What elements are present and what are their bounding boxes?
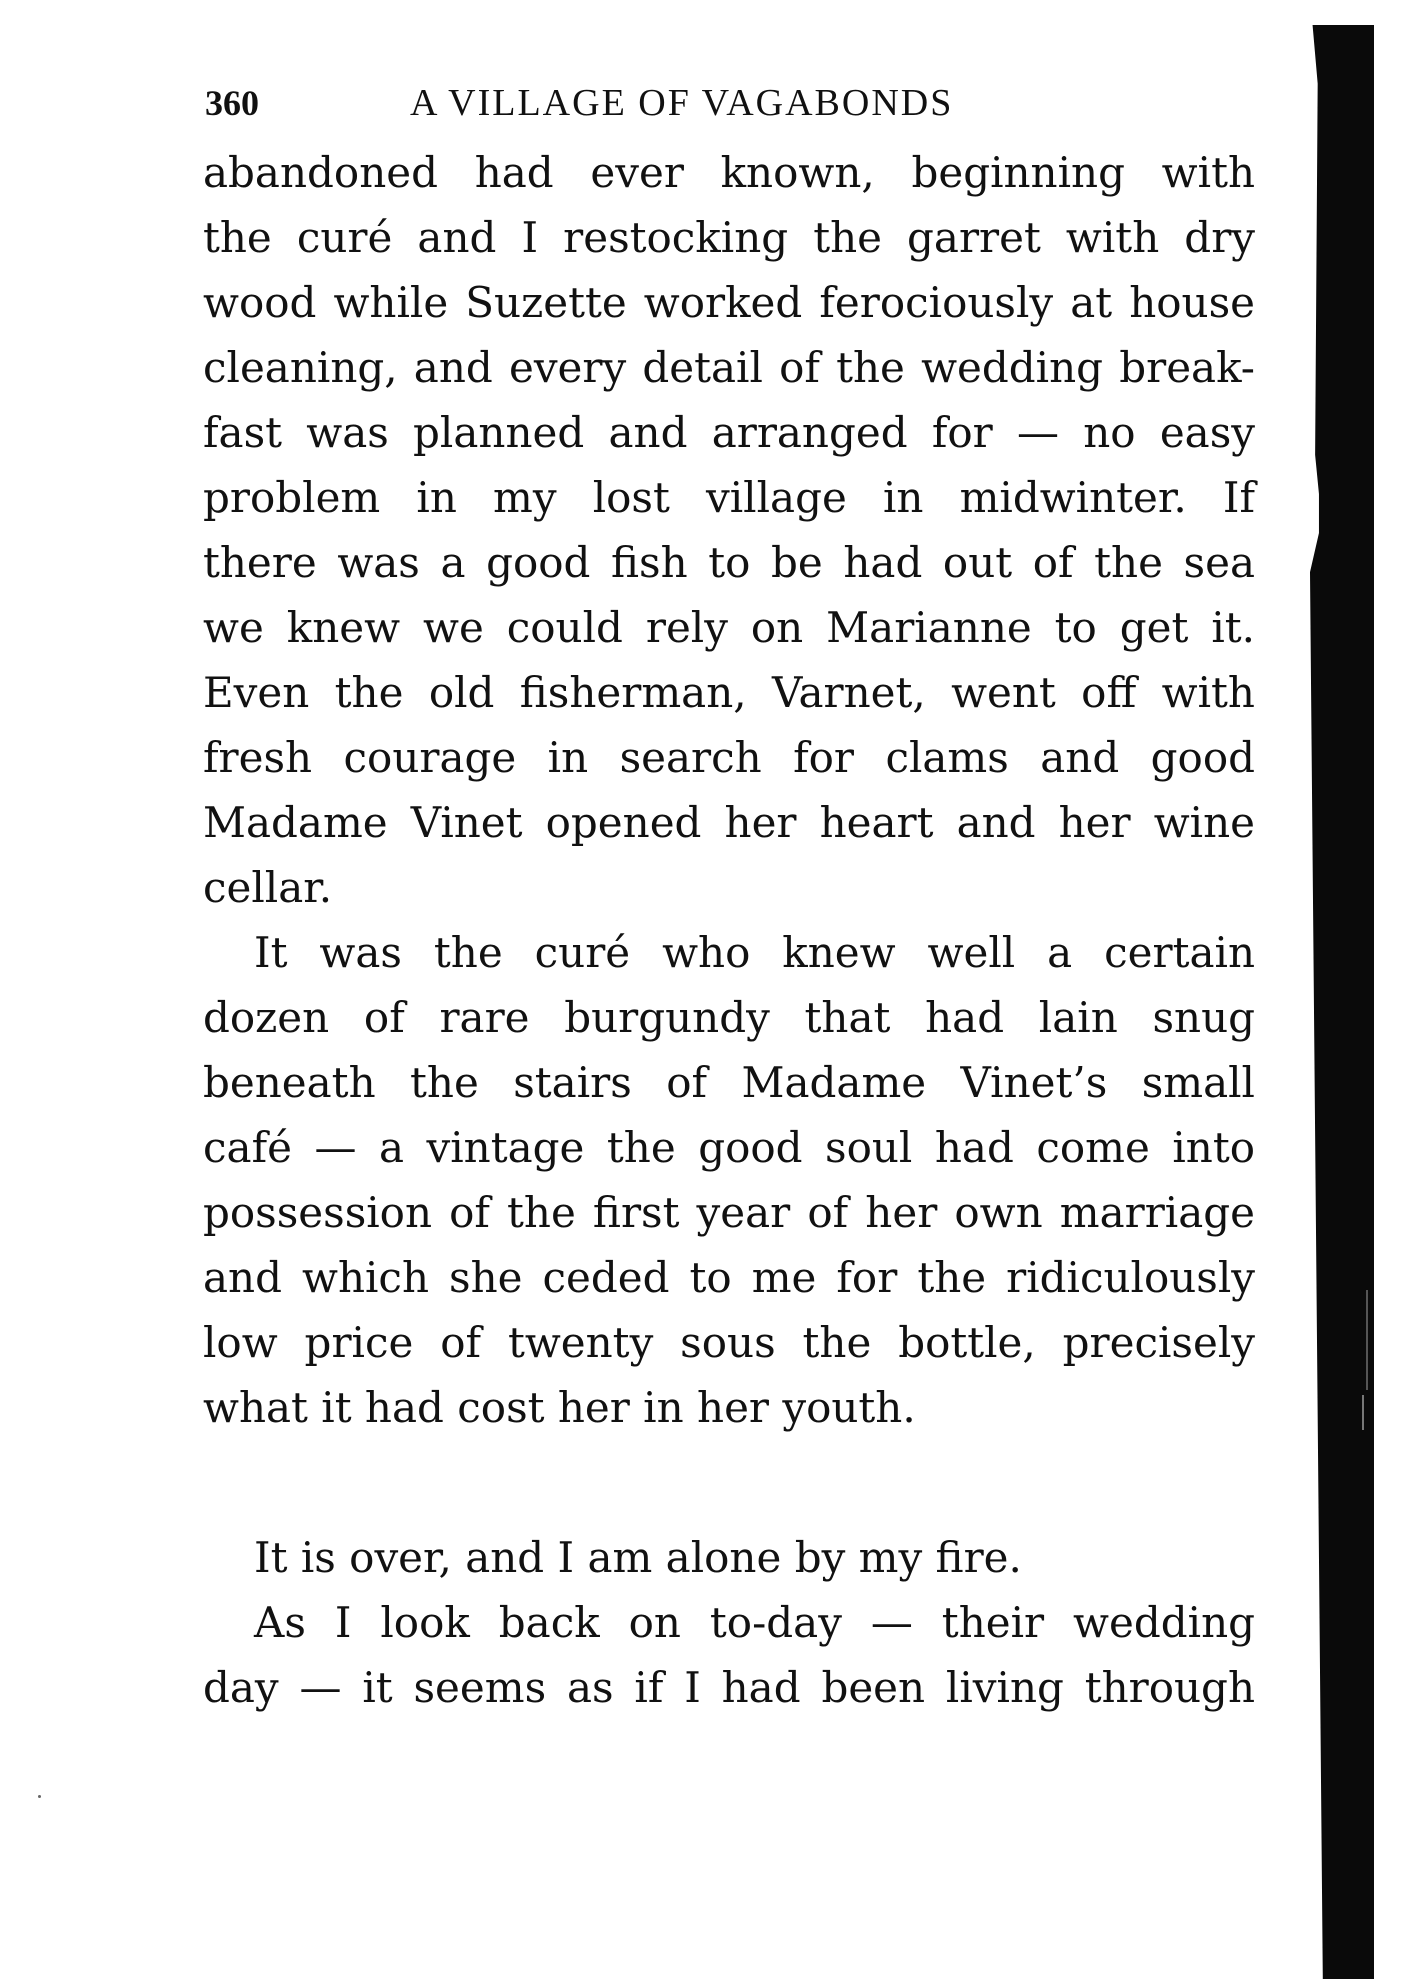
text-line: what it had cost her in her youth.: [203, 1383, 916, 1432]
text-line: there was a good fish to be had out of the sea: [203, 538, 1255, 587]
gutter-fleck: [1366, 1290, 1368, 1390]
page-number: 360: [205, 83, 259, 123]
text-line: It was the curé who knew well a certain: [254, 928, 1255, 977]
text-line: dozen of rare burgundy that had lain snug: [203, 993, 1255, 1042]
text-line: and which she ceded to me for the ridiculously: [203, 1253, 1255, 1302]
text-line: Even the old fisherman, Varnet, went off with: [203, 668, 1255, 717]
text-line: low price of twenty sous the bottle, precisely: [203, 1318, 1255, 1367]
text-line: wood while Suzette worked ferociously at house: [203, 278, 1255, 327]
gutter-shadow: [1310, 25, 1374, 1979]
text-line: fast was planned and arranged for — no easy: [203, 408, 1255, 457]
text-line: Madame Vinet opened her heart and her wine: [203, 798, 1255, 847]
text-line: beneath the stairs of Madame Vinet’s small: [203, 1058, 1255, 1107]
text-line: possession of the first year of her own marriage: [203, 1188, 1255, 1237]
running-title: A VILLAGE OF VAGABONDS: [410, 82, 954, 124]
running-head: [205, 78, 1055, 128]
text-line: As I look back on to-day — their wedding: [254, 1598, 1255, 1647]
text-line: we knew we could rely on Marianne to get it.: [203, 603, 1255, 652]
text-line: It is over, and I am alone by my fire.: [254, 1533, 1022, 1582]
text-line: cleaning, and every detail of the wedding break-: [203, 343, 1255, 392]
text-line: café — a vintage the good soul had come into: [203, 1123, 1255, 1172]
text-line: the curé and I restocking the garret with dry: [203, 213, 1255, 262]
text-line: fresh courage in search for clams and good: [203, 733, 1255, 782]
text-line: problem in my lost village in midwinter. If: [203, 473, 1255, 522]
gutter-fleck: [1362, 1395, 1364, 1430]
text-line: abandoned had ever known, beginning with: [203, 148, 1255, 197]
text-line: cellar.: [203, 863, 333, 912]
text-line: day — it seems as if I had been living through: [203, 1663, 1255, 1712]
margin-speck: [38, 1795, 41, 1798]
